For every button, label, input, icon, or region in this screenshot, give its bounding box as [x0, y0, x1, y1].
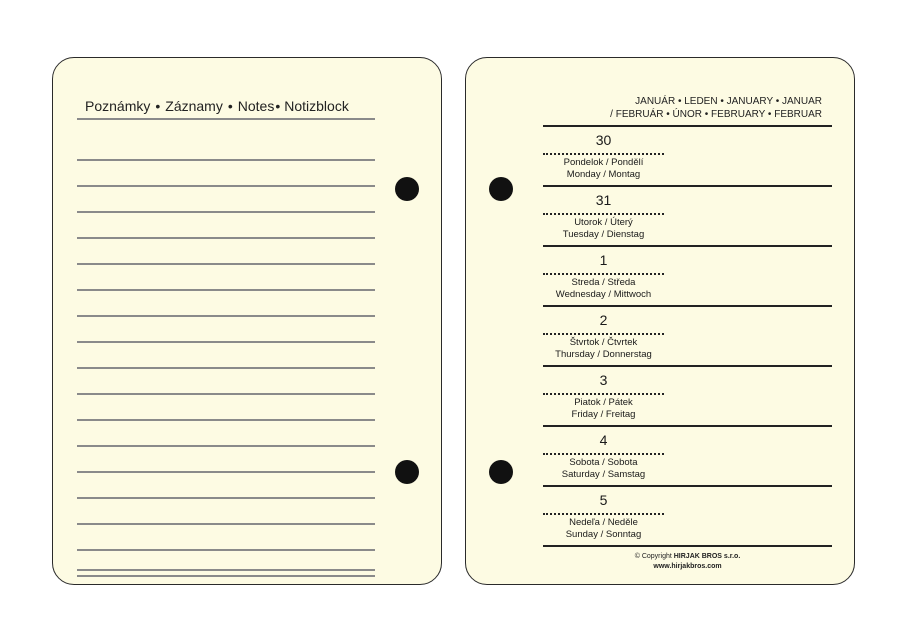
- day-names: [543, 277, 664, 301]
- ruled-line: [77, 118, 375, 120]
- day-number: 30: [595, 132, 612, 148]
- copyright-url: www.hirjakbros.com: [653, 563, 722, 570]
- ruled-line: [77, 523, 375, 525]
- calendar-page: [465, 57, 855, 585]
- day-name-intl: Tuesday / Dienstag: [562, 229, 645, 240]
- day-row[interactable]: [543, 367, 832, 427]
- day-names: [543, 457, 664, 481]
- day-name-local: Utorok / Úterý: [574, 217, 633, 228]
- ruled-line: [77, 159, 375, 161]
- day-dotted-line: [543, 213, 664, 215]
- day-dotted-line: [543, 513, 664, 515]
- day-name-intl: Sunday / Sonntag: [565, 529, 642, 540]
- day-name-local: Štvrtok / Čtvrtek: [569, 337, 638, 348]
- ruled-line: [77, 289, 375, 291]
- ruled-line: [77, 393, 375, 395]
- day-names: [543, 217, 664, 241]
- day-name-local: Pondelok / Pondělí: [563, 157, 644, 168]
- day-name-intl: Wednesday / Mittwoch: [555, 289, 652, 300]
- binder-hole: [489, 460, 513, 484]
- day-name-intl: Thursday / Donnerstag: [555, 349, 652, 360]
- copyright-notice: [543, 552, 832, 572]
- notes-header-label: Notizblock: [284, 98, 349, 114]
- ruled-line: [77, 315, 375, 317]
- day-number: 2: [599, 312, 608, 328]
- day-name-intl: Monday / Montag: [566, 169, 641, 180]
- day-row[interactable]: [543, 247, 832, 307]
- day-row[interactable]: [543, 427, 832, 487]
- day-name-local: Nedeľa / Neděle: [569, 517, 638, 528]
- ruled-line: [77, 471, 375, 473]
- ruled-line: [77, 445, 375, 447]
- copyright-company: HIRJAK BROS s.r.o.: [673, 553, 741, 560]
- header-separator: •: [227, 98, 233, 114]
- binder-hole: [395, 177, 419, 201]
- day-row[interactable]: [543, 127, 832, 187]
- binder-hole: [489, 177, 513, 201]
- binder-hole: [395, 460, 419, 484]
- day-dotted-line: [543, 273, 664, 275]
- ruled-line: [77, 341, 375, 343]
- day-name-intl: Friday / Freitag: [571, 409, 636, 420]
- day-dotted-line: [543, 453, 664, 455]
- month-header-line: JANUÁR • LEDEN • JANUARY • JANUAR: [635, 96, 822, 107]
- day-name-intl: Saturday / Samstag: [561, 469, 646, 480]
- ruled-line: [77, 237, 375, 239]
- ruled-line: [77, 185, 375, 187]
- day-number: 31: [595, 192, 612, 208]
- day-names: [543, 157, 664, 181]
- ruled-line: [77, 575, 375, 577]
- notes-header-label: Poznámky: [85, 98, 151, 114]
- month-header-line: / FEBRUÁR • ÚNOR • FEBRUARY • FEBRUAR: [610, 109, 822, 120]
- ruled-line: [77, 211, 375, 213]
- day-number: 4: [599, 432, 608, 448]
- ruled-line: [77, 549, 375, 551]
- day-row[interactable]: [543, 307, 832, 367]
- day-dotted-line: [543, 393, 664, 395]
- day-number: 1: [599, 252, 608, 268]
- ruled-line: [77, 367, 375, 369]
- header-separator: •: [275, 98, 281, 114]
- notes-header-label: Notes: [237, 98, 275, 114]
- notes-page: [52, 57, 442, 585]
- header-separator: •: [155, 98, 161, 114]
- day-number: 3: [599, 372, 608, 388]
- day-row[interactable]: [543, 187, 832, 247]
- ruled-line: [77, 419, 375, 421]
- day-names: [543, 337, 664, 361]
- ruled-line: [77, 569, 375, 571]
- day-name-local: Sobota / Sobota: [569, 457, 638, 468]
- day-names: [543, 397, 664, 421]
- day-dotted-line: [543, 153, 664, 155]
- notes-header-label: Záznamy: [165, 98, 223, 114]
- copyright-prefix: © Copyright: [634, 553, 672, 560]
- day-dotted-line: [543, 333, 664, 335]
- day-name-local: Piatok / Pátek: [574, 397, 633, 408]
- notes-header: [85, 98, 349, 114]
- day-names: [543, 517, 664, 541]
- day-name-local: Streda / Středa: [571, 277, 636, 288]
- day-number: 5: [599, 492, 608, 508]
- day-divider-line: [543, 545, 832, 547]
- day-row[interactable]: [543, 487, 832, 547]
- ruled-line: [77, 263, 375, 265]
- ruled-line: [77, 497, 375, 499]
- month-header: [610, 95, 822, 121]
